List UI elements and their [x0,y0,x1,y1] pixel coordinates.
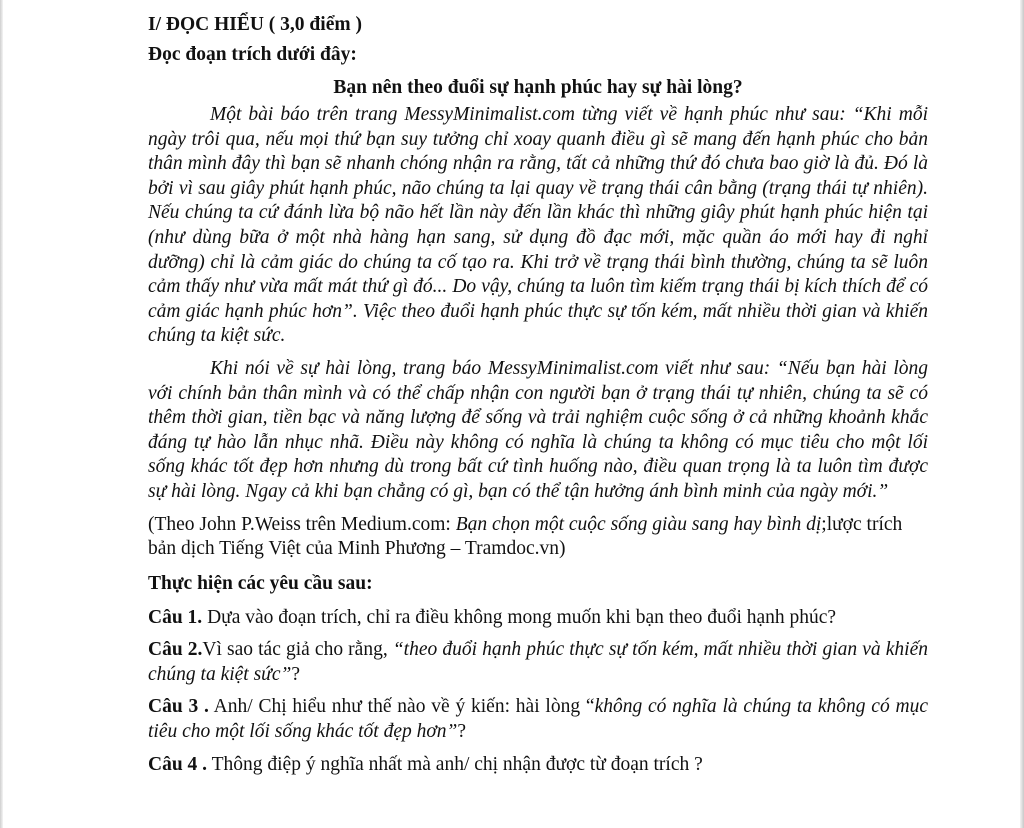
question-text: Anh/ Chị hiểu như thế nào về ý kiến: hài lòng “ [208,696,595,718]
question-quote: không có nghĩa là chúng ta không có mục tiêu cho một lối sống khác tốt đẹp hơn” [148,696,928,743]
question-end: ? [457,721,467,743]
section-heading: I/ ĐỌC HIỂU ( 3,0 điểm ) [148,14,362,35]
reading-instruction: Đọc đoạn trích dưới đây: [148,44,357,65]
question-end: ? [291,663,300,685]
question-text: Thông điệp ý nghĩa nhất mà anh/ chị nhận được từ đoạn trích ? [207,753,703,775]
question-4 [148,753,928,778]
question-2 [148,638,928,687]
question-3 [148,695,928,744]
tasks-heading: Thực hiện các yêu cầu sau: [148,572,373,594]
question-label: Câu 3 . [148,696,209,718]
question-label: Câu 2. [148,639,203,661]
passage-paragraph-2: Khi nói về sự hài lòng, trang báo MessyMinimalist.com viết như sau: “Nếu bạn hài lòng với chính bản thân mình và có thể chấp nhận con người bạn ở trạng thái tự nhiên, chúng ta sẽ có thêm thời gian, tiền bạc và năng lượng để sống và trải nghiệm cuộc sống ở cả những khoảnh khắc đáng tự hào lẫn nhục nhã. Điều này không có nghĩa là chúng ta không có mục tiêu cho một lối sống khác tốt đẹp hơn nhưng dù trong bất cứ tình huống nào, điều quan trọng là ta luôn tìm được sự hài lòng. Ngay cả khi bạn chẳng có gì, bạn có thể tận hưởng ánh bình minh của ngày mới.” [148,357,928,502]
question-quote: “theo đuổi hạnh phúc thực sự tốn kém, mất nhiều thời gian và khiến chúng ta kiệt sức” [148,639,928,685]
document-content [148,10,928,777]
question-label: Câu 4 . [148,753,208,775]
source-citation [148,513,928,562]
page-edge-right [1020,0,1024,828]
source-title: Bạn chọn một cuộc sống giàu sang hay bình dị [455,513,822,535]
question-label: Câu 1. [148,606,203,628]
passage-paragraph-1: Một bài báo trên trang MessyMinimalist.com từng viết về hạnh phúc như sau: “Khi mỗi ngày trôi qua, nếu mọi thứ bạn suy tưởng chỉ xoay quanh điều gì sẽ mang đến hạnh phúc cho bản thân mình đây thì bạn sẽ nhanh chóng nhận ra rằng, tất cả những thứ đó chưa bao giờ là đủ. Đó là bởi vì sau giây phút hạnh phúc, não chúng ta lại quay về trạng thái cân bằng (trạng thái tự nhiên). Nếu chúng ta cứ đánh lừa bộ não hết lần này đến lần khác thì những giây phút hạnh phúc hiện tại (như dùng bữa ở một nhà hàng hạn sang, sử dụng đồ đạc mới, mặc quần áo mới hay đi nghỉ dưỡng) chỉ là cảm giác do chúng ta cố tạo ra. Khi trở về trạng thái bình thường, chúng ta sẽ luôn cảm thấy như vừa mất mát thứ gì đó... Do vậy, chúng ta luôn tìm kiếm trạng thái bị kích thích để có cảm giác hạnh phúc hơn”. Việc theo đuổi hạnh phúc thực sự tốn kém, mất nhiều thời gian và khiến chúng ta kiệt sức. [148,104,928,347]
page-edge-left [0,0,3,828]
question-text: Vì sao tác giả cho rằng, [202,639,393,661]
question-1 [148,606,928,631]
passage-title: Bạn nên theo đuổi sự hạnh phúc hay sự hài lòng? [333,77,743,98]
source-suffix: ;lược trích bản dịch Tiếng Việt của Minh Phương – Tramdoc.vn) [148,513,903,560]
source-prefix: (Theo John P.Weiss trên Medium.com: [148,513,456,535]
question-text: Dựa vào đoạn trích, chỉ ra điều không mong muốn khi bạn theo đuổi hạnh phúc? [202,606,837,628]
